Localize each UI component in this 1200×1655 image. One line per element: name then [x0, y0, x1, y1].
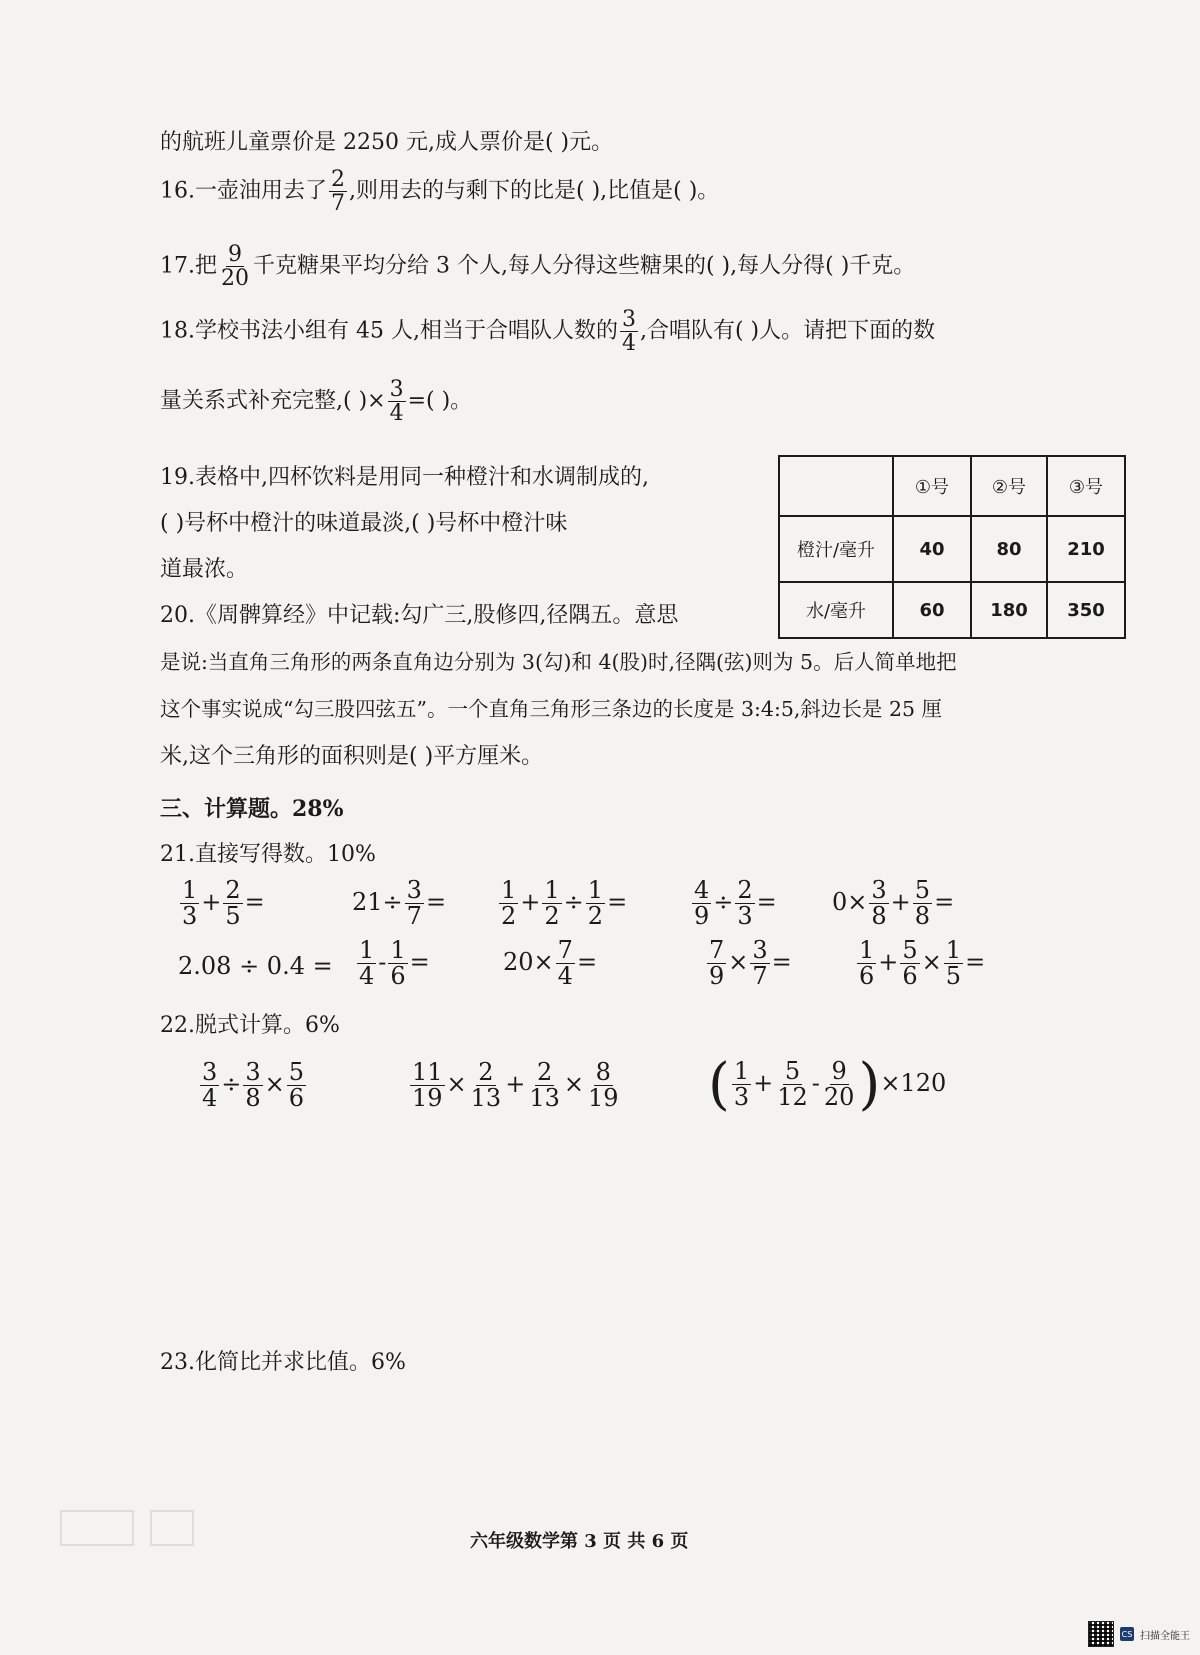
table-header-row: ①号 ②号 ③号 [779, 456, 1125, 516]
question-20-line1: 20.《周髀算经》中记载:勾广三,股修四,径隅五。意思 [160, 603, 679, 628]
question-21-title: 21.直接写得数。10% [160, 842, 376, 867]
faint-stamp-box [60, 1510, 134, 1546]
question-22-title: 22.脱式计算。6% [160, 1013, 340, 1038]
question-16: 16.一壶油用去了 $\frac{2}{7}$ ,则用去的与剩下的比是( ),比值是( )。 [160, 167, 720, 217]
calc-item: $\frac{3}{4}$ ÷ $\frac{3}{8}$ × $\frac{5}{6}$ [202, 1058, 305, 1113]
question-20-line3: 这个事实说成“勾三股四弦五”。一个直角三角形三条边的长度是 3:4:5,斜边长是 25 厘 [160, 697, 943, 721]
calc-item: 20× $\frac{7}{4}$ = [503, 936, 598, 991]
calc-item: $\frac{4}{9}$ ÷ $\frac{2}{3}$ = [694, 876, 777, 931]
calc-item: $\frac{1}{4}$ - $\frac{1}{6}$ = [359, 936, 430, 991]
calc-item: $\frac{1}{2}$ + $\frac{1}{2}$ ÷ $\frac{1}{2}$ = [501, 876, 628, 931]
page-footer: 六年级数学第 3 页 共 6 页 [470, 1531, 689, 1552]
q15-tail: 的航班儿童票价是 2250 元,成人票价是( )元。 [160, 130, 614, 155]
question-18-line1: 18.学校书法小组有 45 人,相当于合唱队人数的 $\frac{3}{4}$ ,合唱队有( )人。请把下面的数 [160, 307, 936, 357]
calc-item: $\frac{1}{3}$ + $\frac{2}{5}$ = [182, 876, 265, 931]
qr-code-icon [1088, 1621, 1114, 1647]
scanner-watermark: CS 扫描全能王 [1088, 1621, 1190, 1647]
question-19-line3: 道最浓。 [160, 557, 249, 582]
question-20-line4: 米,这个三角形的面积则是( )平方厘米。 [160, 744, 544, 769]
question-17: 17.把 $\frac{9}{20}$ 千克糖果平均分给 3 个人,每人分得这些糖果的( ),每人分得( )千克。 [160, 242, 916, 292]
calc-item: 2.08 ÷ 0.4 = [178, 952, 333, 980]
table-row: 水/毫升 60 180 350 [779, 582, 1125, 638]
calc-item: ( $\frac{1}{3}$ + $\frac{5}{12}$ - $\frac{9}{20}$ )×120 [708, 1052, 947, 1117]
question-19-line1: 19.表格中,四杯饮料是用同一种橙汁和水调制成的, [160, 465, 649, 490]
calc-item: $\frac{7}{9}$ × $\frac{3}{7}$ = [709, 936, 792, 991]
table-row: 橙汁/毫升 40 80 210 [779, 516, 1125, 582]
question-20-line2: 是说:当直角三角形的两条直角边分别为 3(勾)和 4(股)时,径隅(弦)则为 5。后人简单地把 [160, 650, 957, 674]
calc-item: 0× $\frac{3}{8}$ + $\frac{5}{8}$ = [832, 876, 955, 931]
camscanner-logo-icon: CS [1120, 1627, 1134, 1641]
fraction: $\frac{9}{20}$ [221, 242, 249, 292]
calc-item: $\frac{11}{19}$ × $\frac{2}{13}$ + $\frac{2}{13}$ × $\frac{8}{19}$ [412, 1058, 619, 1113]
question-23-title: 23.化简比并求比值。6% [160, 1350, 406, 1375]
fraction: $\frac{2}{7}$ [331, 167, 345, 217]
calc-item: $\frac{1}{6}$ + $\frac{5}{6}$ × $\frac{1}{5}$ = [859, 936, 986, 991]
section-3-title: 三、计算题。28% [160, 796, 344, 822]
fraction: $\frac{3}{4}$ [389, 377, 404, 427]
calc-item: 21÷ $\frac{3}{7}$ = [352, 876, 447, 931]
question-19-line2: ( )号杯中橙汁的味道最淡,( )号杯中橙汁味 [160, 511, 568, 536]
juice-table [778, 455, 1126, 639]
faint-stamp-box [150, 1510, 194, 1546]
question-18-line2: 量关系式补充完整,( )× $\frac{3}{4}$ =( )。 [160, 377, 473, 427]
fraction: $\frac{3}{4}$ [621, 307, 636, 357]
